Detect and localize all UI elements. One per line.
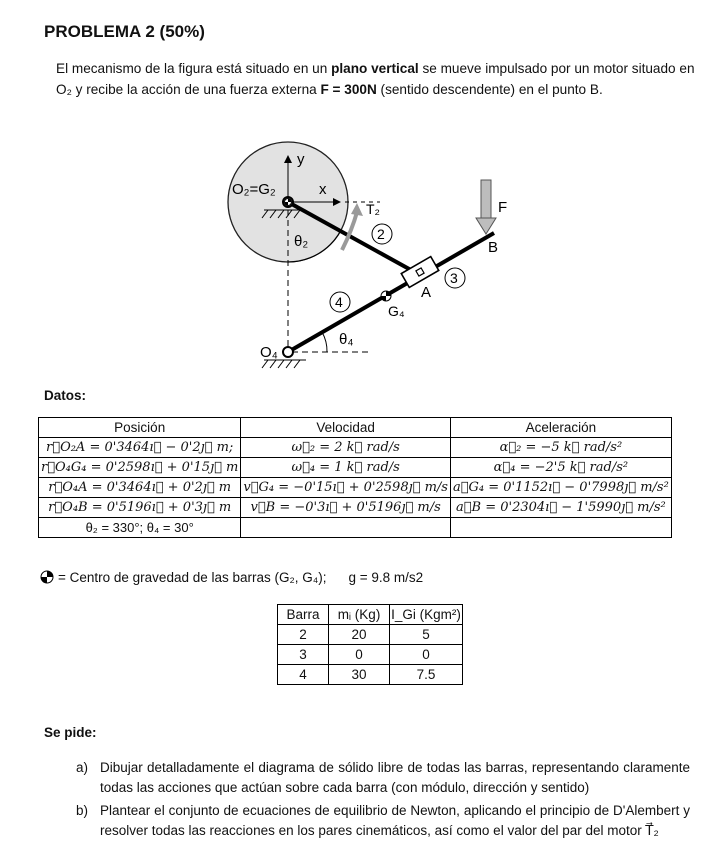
table-cell: a⃗B = 0'2304ı⃗ − 1'5990ȷ⃗ m/s²	[450, 498, 671, 518]
y-axis-label: y	[297, 151, 305, 168]
se-pide-heading: Se pide:	[44, 725, 97, 740]
table-cell	[241, 518, 451, 538]
table-header-row	[278, 605, 463, 625]
table-cell: r⃗O₄G₄ = 0'2598ı⃗ + 0'15ȷ⃗ m	[39, 458, 241, 478]
question-item-a	[76, 758, 696, 798]
table-cell: 0	[329, 645, 390, 665]
question-text: Plantear el conjunto de ecuaciones de equilibrio de Newton, aplicando el principio de D'Alembert y resolver todas las reacciones en los pares cinemáticos, así como el valor del par del motor T⃗₂	[100, 803, 690, 838]
table-cell: 3	[278, 645, 329, 665]
label-o4: O₄	[260, 344, 278, 361]
question-label: a)	[76, 760, 89, 775]
question-label: b)	[76, 803, 89, 818]
cg-legend	[40, 570, 423, 585]
statement-bold-plane: plano vertical	[331, 61, 419, 76]
table-row	[39, 518, 672, 538]
pin-o4	[283, 347, 293, 357]
bar-2-number: 2	[377, 226, 385, 242]
kinematics-data-table	[38, 417, 672, 538]
table-cell: r⃗O₄A = 0'3464ı⃗ + 0'2ȷ⃗ m	[39, 478, 241, 498]
table-cell: 0	[390, 645, 463, 665]
table-row	[278, 645, 463, 665]
label-theta4: θ₄	[339, 331, 354, 348]
statement-text: El mecanismo de la figura está situado en un	[56, 61, 332, 76]
label-a: A	[421, 284, 432, 301]
label-f: F	[498, 199, 508, 216]
problem-title: PROBLEMA 2 (50%)	[44, 22, 205, 41]
table-header-row	[39, 418, 672, 438]
label-b: B	[488, 239, 499, 256]
label-g4: G₄	[388, 303, 405, 319]
table-cell-angles: θ₂ = 330°; θ₄ = 30°	[39, 518, 241, 538]
table-row	[39, 438, 672, 458]
table-cell: α⃗₂ = −5 k⃗ rad/s²	[450, 438, 671, 458]
table-cell: ω⃗₄ = 1 k⃗ rad/s	[241, 458, 451, 478]
table-cell: r⃗O₂A = 0'3464ı⃗ − 0'2ȷ⃗ m;	[39, 438, 241, 458]
cg-g4-symbol	[381, 291, 391, 301]
bar-3-number: 3	[450, 270, 458, 286]
slider-block-3	[401, 257, 438, 288]
ground-support-o4	[262, 360, 306, 368]
torque-t2-arrowhead	[351, 203, 363, 216]
statement-bold-force: F = 300N	[320, 82, 377, 97]
label-t2: T₂	[366, 201, 380, 217]
table-cell: v⃗B = −0'3ı⃗ + 0'5196ȷ⃗ m/s	[241, 498, 451, 518]
table-cell: 7.5	[390, 665, 463, 685]
table-cell: 2	[278, 625, 329, 645]
mass-properties-table	[277, 604, 463, 685]
label-theta2: θ₂	[294, 233, 309, 250]
header-velocidad: Velocidad	[241, 418, 451, 438]
table-cell: 20	[329, 625, 390, 645]
datos-heading: Datos:	[44, 388, 87, 403]
x-axis-label: x	[319, 181, 327, 198]
gravity-value: g = 9.8 m/s2	[348, 570, 424, 585]
table-row	[39, 458, 672, 478]
header-aceleracion: Aceleración	[450, 418, 671, 438]
question-item-b	[76, 801, 696, 841]
header-posicion: Posición	[39, 418, 241, 438]
table-cell: v⃗G₄ = −0'15ı⃗ + 0'2598ȷ⃗ m/s	[241, 478, 451, 498]
table-row	[39, 478, 672, 498]
header-inertia: I_Gi (Kgm²)	[390, 605, 463, 625]
statement-text: (sentido descendente) en el punto B.	[376, 82, 603, 97]
table-row	[278, 625, 463, 645]
table-cell: 4	[278, 665, 329, 685]
statement-text: se mueve impulsado por un motor situado en O₂ y recibe la acción de una fuerza externa	[56, 61, 695, 97]
mechanism-diagram	[0, 0, 728, 380]
cg-g2-symbol	[285, 199, 292, 206]
cg-icon	[40, 570, 54, 584]
table-cell: α⃗₄ = −2'5 k⃗ rad/s²	[450, 458, 671, 478]
table-cell: 30	[329, 665, 390, 685]
table-row	[39, 498, 672, 518]
theta4-arc	[322, 332, 327, 352]
bar-4-number: 4	[335, 294, 343, 310]
label-o2-g2: O₂=G₂	[232, 181, 276, 198]
question-text: Dibujar detalladamente el diagrama de sólido libre de todas las barras, representando claramente todas las acciones que actúan sobre cada barra (con módulo, dirección y sentido)	[100, 760, 690, 795]
table-cell: 5	[390, 625, 463, 645]
header-barra: Barra	[278, 605, 329, 625]
table-cell: a⃗G₄ = 0'1152ı⃗ − 0'7998ȷ⃗ m/s²	[450, 478, 671, 498]
table-cell	[450, 518, 671, 538]
table-cell: r⃗O₄B = 0'5196ı⃗ + 0'3ȷ⃗ m	[39, 498, 241, 518]
cg-legend-text: = Centro de gravedad de las barras (G₂, G₄);	[58, 570, 327, 585]
force-f-arrow	[476, 180, 496, 234]
table-row	[278, 665, 463, 685]
table-cell: ω⃗₂ = 2 k⃗ rad/s	[241, 438, 451, 458]
header-mass: mᵢ (Kg)	[329, 605, 390, 625]
